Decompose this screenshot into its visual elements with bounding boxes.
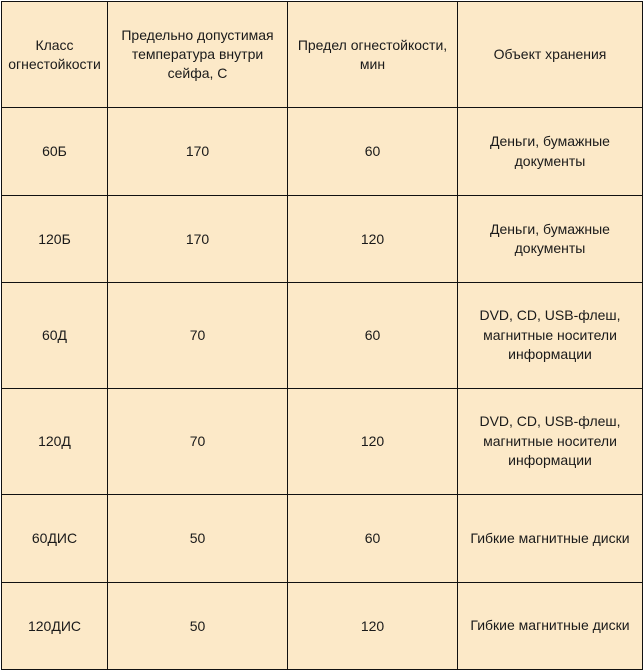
cell-storage-object: DVD, CD, USB-флеш, магнитные носители информации xyxy=(458,283,643,389)
table-row xyxy=(2,108,643,196)
header-row xyxy=(2,2,643,108)
cell-class: 120Д xyxy=(2,389,108,495)
table-row xyxy=(2,583,643,670)
cell-storage-object: Деньги, бумажные документы xyxy=(458,108,643,196)
fire-resistance-table xyxy=(1,1,643,670)
cell-class: 120Б xyxy=(2,196,108,283)
cell-limit: 60 xyxy=(288,108,458,196)
cell-class: 60ДИС xyxy=(2,495,108,583)
cell-limit: 60 xyxy=(288,495,458,583)
cell-temperature: 50 xyxy=(108,495,288,583)
header-class: Класс огнестойкости xyxy=(2,2,108,108)
cell-temperature: 70 xyxy=(108,389,288,495)
cell-temperature: 170 xyxy=(108,108,288,196)
header-fire-resistance-limit: Предел огнестойкости, мин xyxy=(288,2,458,108)
cell-limit: 60 xyxy=(288,283,458,389)
header-max-temperature: Предельно допустимая температура внутри сейфа, С xyxy=(108,2,288,108)
cell-temperature: 70 xyxy=(108,283,288,389)
table-row xyxy=(2,196,643,283)
table-row xyxy=(2,495,643,583)
table-row xyxy=(2,283,643,389)
cell-class: 120ДИС xyxy=(2,583,108,670)
cell-limit: 120 xyxy=(288,583,458,670)
cell-storage-object: Гибкие магнитные диски xyxy=(458,583,643,670)
cell-class: 60Б xyxy=(2,108,108,196)
header-storage-object: Объект хранения xyxy=(458,2,643,108)
cell-storage-object: Гибкие магнитные диски xyxy=(458,495,643,583)
cell-limit: 120 xyxy=(288,389,458,495)
cell-temperature: 50 xyxy=(108,583,288,670)
cell-storage-object: DVD, CD, USB-флеш, магнитные носители информации xyxy=(458,389,643,495)
table-row xyxy=(2,389,643,495)
cell-storage-object: Деньги, бумажные документы xyxy=(458,196,643,283)
cell-limit: 120 xyxy=(288,196,458,283)
cell-class: 60Д xyxy=(2,283,108,389)
cell-temperature: 170 xyxy=(108,196,288,283)
